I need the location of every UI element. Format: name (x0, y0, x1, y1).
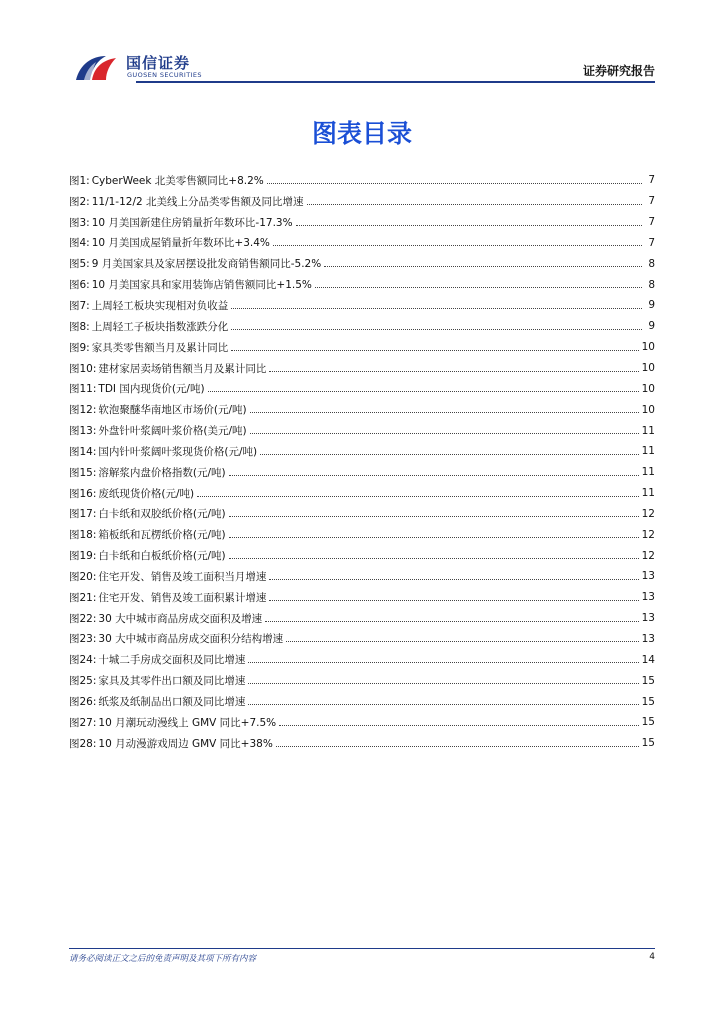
toc-entry[interactable] (69, 629, 655, 650)
toc-entry-page: 13 (641, 570, 655, 583)
toc-dot-leader (267, 173, 642, 184)
toc-dot-leader (265, 611, 639, 622)
toc-entry-title: 10 月动漫游戏周边 GMV 同比+38% (98, 737, 273, 750)
toc-entry-page: 7 (648, 236, 655, 249)
toc-entry-title: 软泡聚醚华南地区市场价(元/吨) (98, 404, 247, 417)
toc-entry-label: 图2: (69, 195, 90, 208)
toc-entry[interactable] (69, 233, 655, 254)
toc-dot-leader (269, 590, 638, 601)
toc-entry-label: 图8: (69, 320, 90, 333)
toc-entry[interactable] (69, 191, 655, 212)
guosen-logo-icon (72, 50, 122, 84)
toc-entry-title: 十城二手房成交面积及同比增速 (98, 654, 246, 667)
footer-disclaimer: 请务必阅读正文之后的免责声明及其项下所有内容 (69, 954, 257, 964)
toc-entry-label: 图19: (69, 550, 97, 563)
toc-entry-title: 白卡纸和双胶纸价格(元/吨) (98, 508, 226, 521)
toc-entry-page: 12 (641, 528, 655, 541)
toc-entry-page: 9 (648, 320, 655, 333)
toc-entry-page: 15 (641, 737, 655, 750)
toc-dot-leader (231, 298, 642, 309)
toc-entry-label: 图13: (69, 425, 97, 438)
toc-entry-title: 建材家居卖场销售额当月及累计同比 (98, 362, 267, 375)
toc-entry-title: 国内针叶浆阔叶浆现货价格(元/吨) (98, 445, 258, 458)
toc-entry-title: 上周轻工板块实现相对负收益 (91, 299, 229, 312)
toc-entry-label: 图9: (69, 341, 90, 354)
toc-entry-label: 图1: (69, 174, 90, 187)
toc-entry-label: 图11: (69, 383, 97, 396)
toc-entry-page: 11 (641, 487, 655, 500)
toc-entry-page: 10 (641, 403, 655, 416)
toc-entry-page: 11 (641, 445, 655, 458)
toc-entry-page: 11 (641, 424, 655, 437)
toc-entry-label: 图6: (69, 279, 90, 292)
toc-entry[interactable] (69, 608, 655, 629)
toc-entry-title: 10 月美国成屋销量折年数环比+3.4% (91, 237, 270, 250)
toc-entry-title: 白卡纸和白板纸价格(元/吨) (98, 550, 226, 563)
toc-dot-leader (229, 506, 639, 517)
toc-entry[interactable] (69, 212, 655, 233)
toc-dot-leader (248, 673, 638, 684)
toc-entry-page: 9 (648, 299, 655, 312)
toc-entry-title: 家具类零售额当月及累计同比 (91, 341, 229, 354)
toc-entry[interactable] (69, 587, 655, 608)
toc-entry-title: 9 月美国家具及家居摆设批发商销售额同比-5.2% (91, 258, 322, 271)
toc-entry-title: 溶解浆内盘价格指数(元/吨) (98, 466, 226, 479)
toc-entry-page: 7 (648, 195, 655, 208)
toc-dot-leader (324, 256, 642, 267)
toc-entry[interactable] (69, 545, 655, 566)
toc-dot-leader (315, 277, 642, 288)
toc-entry[interactable] (69, 649, 655, 670)
toc-dot-leader (229, 527, 639, 538)
toc-entry-label: 图16: (69, 487, 97, 500)
toc-entry-title: 30 大中城市商品房成交面积及增速 (98, 612, 263, 625)
toc-entry-label: 图21: (69, 591, 97, 604)
toc-entry-page: 15 (641, 674, 655, 687)
toc-entry-title: 外盘针叶浆阔叶浆价格(美元/吨) (98, 425, 247, 438)
toc-entry-label: 图28: (69, 737, 97, 750)
toc-entry-page: 11 (641, 466, 655, 479)
toc-entry-page: 14 (641, 653, 655, 666)
toc-dot-leader (260, 444, 638, 455)
toc-entry[interactable] (69, 253, 655, 274)
page-number: 4 (649, 952, 655, 962)
toc-entry-title: 10 月美国家具和家用装饰店销售额同比+1.5% (91, 279, 312, 292)
toc-entry-label: 图15: (69, 466, 97, 479)
toc-entry-label: 图14: (69, 445, 97, 458)
toc-entry-label: 图17: (69, 508, 97, 521)
toc-entry[interactable] (69, 399, 655, 420)
toc-entry-title: 家具及其零件出口额及同比增速 (98, 675, 246, 688)
toc-dot-leader (269, 569, 638, 580)
header-divider (136, 81, 655, 83)
toc-dot-leader (296, 215, 642, 226)
toc-entry[interactable] (69, 420, 655, 441)
toc-entry-label: 图3: (69, 216, 90, 229)
toc-entry-title: 住宅开发、销售及竣工面积当月增速 (98, 570, 267, 583)
toc-entry-label: 图22: (69, 612, 97, 625)
toc-entry-title: CyberWeek 北美零售额同比+8.2% (91, 174, 264, 187)
toc-entry[interactable] (69, 733, 655, 754)
toc-entry-label: 图7: (69, 299, 90, 312)
toc-dot-leader (229, 548, 639, 559)
toc-dot-leader (231, 319, 642, 330)
toc-dot-leader (231, 340, 638, 351)
toc-dot-leader (269, 361, 638, 372)
toc-entry[interactable] (69, 378, 655, 399)
toc-entry-title: 10 月潮玩动漫线上 GMV 同比+7.5% (98, 716, 277, 729)
toc-dot-leader (208, 381, 639, 392)
toc-entry-label: 图23: (69, 633, 97, 646)
toc-entry-page: 8 (648, 257, 655, 270)
toc-dot-leader (250, 423, 639, 434)
toc-entry[interactable] (69, 670, 655, 691)
toc-dot-leader (307, 194, 642, 205)
toc-entry-title: TDI 国内现货价(元/吨) (98, 383, 205, 396)
toc-entry[interactable] (69, 504, 655, 525)
toc-entry-title: 上周轻工子板块指数涨跌分化 (91, 320, 229, 333)
toc-entry[interactable] (69, 170, 655, 191)
toc-entry-page: 10 (641, 341, 655, 354)
toc-entry-label: 图26: (69, 696, 97, 709)
toc-entry-page: 10 (641, 362, 655, 375)
toc-entry-title: 住宅开发、销售及竣工面积累计增速 (98, 591, 267, 604)
toc-entry-label: 图4: (69, 237, 90, 250)
toc-dot-leader (197, 486, 638, 497)
toc-entry-page: 7 (648, 216, 655, 229)
toc-entry-label: 图20: (69, 570, 97, 583)
toc-entry[interactable] (69, 295, 655, 316)
toc-entry-title: 纸浆及纸制品出口额及同比增速 (98, 696, 246, 709)
toc-entry-label: 图18: (69, 529, 97, 542)
toc-dot-leader (279, 715, 638, 726)
toc-dot-leader (286, 631, 639, 642)
toc-entry[interactable] (69, 358, 655, 379)
toc-entry[interactable] (69, 524, 655, 545)
footer-divider (69, 948, 655, 949)
toc-dot-leader (273, 235, 642, 246)
toc-dot-leader (248, 652, 638, 663)
toc-entry-label: 图5: (69, 258, 90, 271)
report-type-label: 证券研究报告 (582, 64, 655, 78)
toc-dot-leader (276, 736, 639, 747)
toc-entry-page: 13 (641, 612, 655, 625)
toc-entry[interactable] (69, 566, 655, 587)
page-title: 图表目录 (311, 119, 412, 148)
toc-entry[interactable] (69, 691, 655, 712)
toc-entry-label: 图10: (69, 362, 97, 375)
toc-entry-title: 11/1-12/2 北美线上分品类零售额及同比增速 (91, 195, 304, 208)
toc-entry-page: 8 (648, 278, 655, 291)
toc-dot-leader (250, 402, 639, 413)
toc-entry-page: 10 (641, 382, 655, 395)
toc-entry-title: 废纸现货价格(元/吨) (98, 487, 195, 500)
toc-entry[interactable] (69, 441, 655, 462)
toc-entry-label: 图25: (69, 675, 97, 688)
toc-entry-page: 13 (641, 632, 655, 645)
toc-entry-page: 12 (641, 549, 655, 562)
toc-entry-title: 10 月美国新建住房销量折年数环比-17.3% (91, 216, 293, 229)
toc-entry[interactable] (69, 712, 655, 733)
toc-dot-leader (248, 694, 638, 705)
toc-entry-title: 箱板纸和瓦楞纸价格(元/吨) (98, 529, 226, 542)
toc-dot-leader (229, 465, 639, 476)
toc-entry[interactable] (69, 483, 655, 504)
toc-entry-page: 15 (641, 716, 655, 729)
figure-toc-list (69, 170, 655, 754)
toc-entry-label: 图27: (69, 716, 97, 729)
toc-entry-page: 12 (641, 507, 655, 520)
toc-entry-label: 图12: (69, 404, 97, 417)
toc-entry[interactable] (69, 274, 655, 295)
toc-entry-page: 13 (641, 591, 655, 604)
toc-entry-label: 图24: (69, 654, 97, 667)
toc-entry[interactable] (69, 316, 655, 337)
toc-entry-page: 7 (648, 174, 655, 187)
toc-entry[interactable] (69, 462, 655, 483)
logo-chinese-name: 国信证券 (126, 54, 191, 72)
toc-entry-page: 15 (641, 695, 655, 708)
toc-entry-title: 30 大中城市商品房成交面积分结构增速 (98, 633, 284, 646)
logo-english-name: GUOSEN SECURITIES (127, 71, 202, 79)
toc-entry[interactable] (69, 337, 655, 358)
